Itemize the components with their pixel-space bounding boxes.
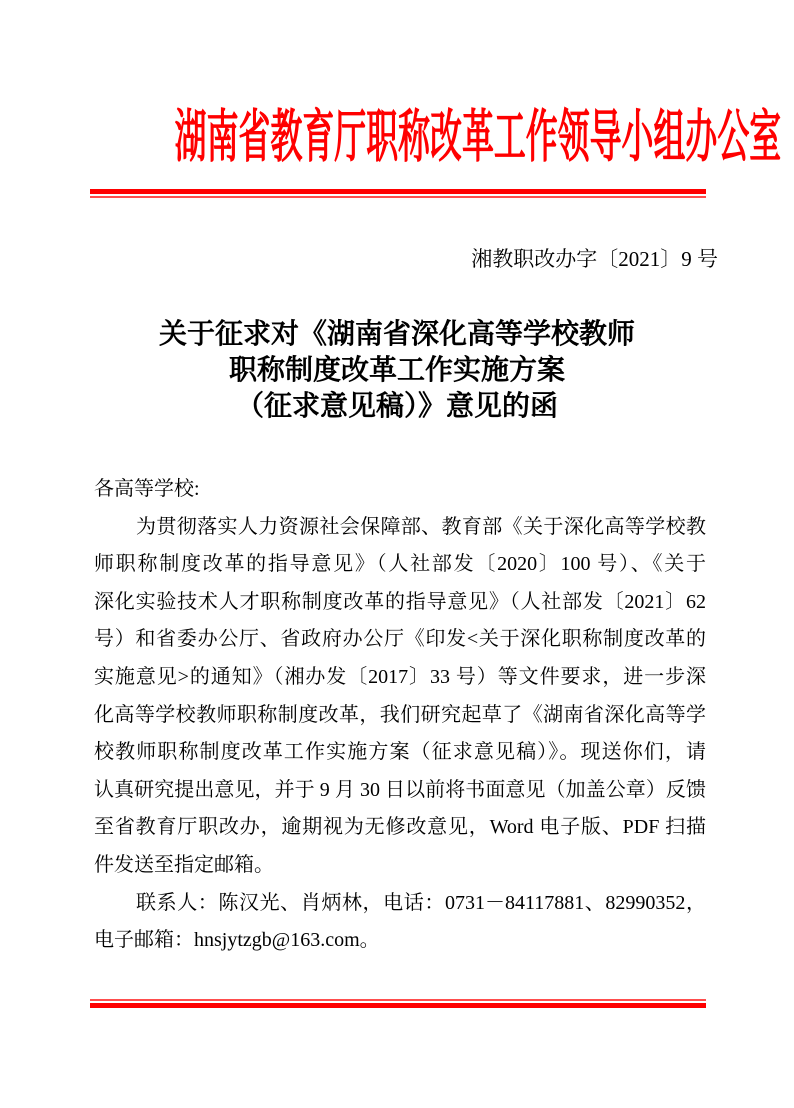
letterhead-title: 湖南省教育厅职称改革工作领导小组办公室 bbox=[174, 106, 782, 169]
document-title-line-2: 职称制度改革工作实施方案 bbox=[228, 355, 565, 386]
body-line: 认真研究提出意见，并于 9 月 30 日以前将书面意见（加盖公章）反馈 bbox=[94, 778, 706, 801]
footer-double-rule bbox=[90, 999, 706, 1008]
document-title-line-1: 关于征求对《湖南省深化高等学校教师 bbox=[158, 319, 635, 350]
document-body bbox=[94, 471, 706, 960]
contact-line: 联系人：陈汉光、肖炳林，电话：0731－84117881、82990352， bbox=[136, 891, 706, 914]
email-line: 电子邮箱：hnsjytzgb@163.com。 bbox=[94, 929, 380, 952]
body-line: 化高等学校教师职称制度改革，我们研究起草了《湖南省深化高等学 bbox=[94, 703, 706, 726]
body-line: 为贯彻落实人力资源社会保障部、教育部《关于深化高等学校教 bbox=[136, 515, 706, 538]
body-line: 实施意见>的通知》（湘办发〔2017〕33 号）等文件要求，进一步深 bbox=[94, 665, 706, 688]
document-number: 湘教职改办字〔2021〕9 号 bbox=[471, 247, 718, 271]
body-line: 号）和省委办公厅、省政府办公厅《印发<关于深化职称制度改革的 bbox=[94, 628, 706, 651]
header-rule-thin-line bbox=[90, 196, 706, 198]
body-line: 校教师职称制度改革工作实施方案（征求意见稿）》。现送你们，请 bbox=[94, 741, 706, 764]
body-line: 至省教育厅职改办，逾期视为无修改意见，Word 电子版、PDF 扫描 bbox=[94, 816, 706, 839]
salutation-line: 各高等学校: bbox=[94, 478, 200, 500]
body-line: 师职称制度改革的指导意见》（人社部发〔2020〕100 号）、《关于 bbox=[94, 553, 706, 576]
document-title-line-3: （征求意见稿）》意见的函 bbox=[235, 391, 558, 422]
header-double-rule bbox=[90, 189, 706, 198]
document-title bbox=[0, 317, 794, 425]
body-line: 深化实验技术人才职称制度改革的指导意见》（人社部发〔2021〕62 bbox=[94, 590, 706, 613]
body-line: 件发送至指定邮箱。 bbox=[94, 853, 274, 876]
footer-rule-thick-line bbox=[90, 1003, 706, 1008]
